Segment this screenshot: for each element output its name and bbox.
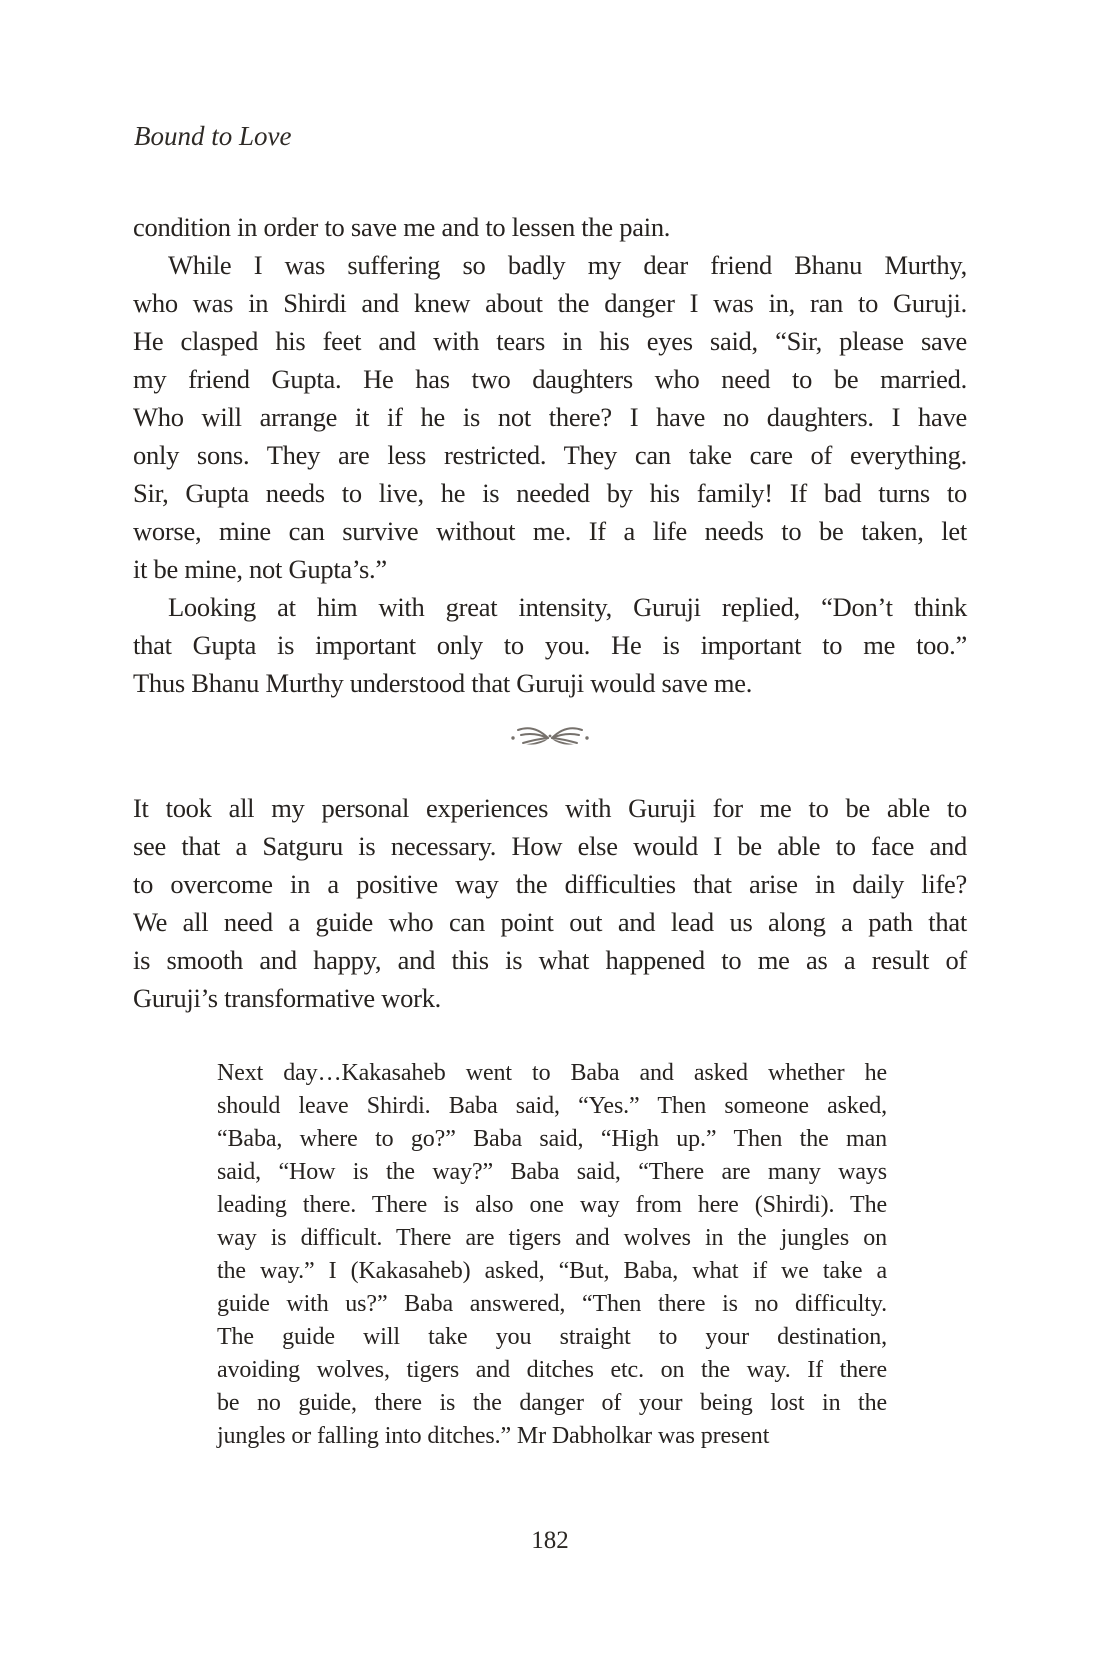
main-text-block <box>133 208 967 702</box>
paragraph-bhanu-murthy: While I was suffering so badly my dear friend Bhanu Murthy, who was in Shirdi and knew about the danger I was in, ran to Guruji. He clasped his feet and with tears in his eyes said, “Sir, please save my friend Gupta. He has two daughters who need to be married. Who will arrange it if he is not there? I have no daughters. I have only sons. They are less restricted. They can take care of everything. Sir, Gupta needs to live, he is needed by his family! If bad turns to worse, mine can survive without me. If a life needs to be taken, let it be mine, not Gupta’s.” <box>133 250 967 584</box>
paragraph-continuation: condition in order to save me and to lessen the pain. <box>133 212 671 242</box>
block-quote-kakasaheb: Next day…Kakasaheb went to Baba and asked whether he should leave Shirdi. Baba said, “Yes.” Then someone asked, “Baba, where to go?” Baba said, “High up.” Then the man said, “How is the way?” Baba said, “There are many ways leading there. There is also one way from here (Shirdi). The way is difficult. There are tigers and wolves in the jungles on the way.” I (Kakasaheb) asked, “But, Baba, what if we take a guide with us?” Baba answered, “Then there is no difficulty. The guide will take you straight to your destination, avoiding wolves, tigers and ditches etc. on the way. If there be no guide, there is the danger of your being lost in the jungles or falling into ditches.” Mr Dabholkar was present <box>217 1060 887 1449</box>
page-number: 182 <box>531 1527 569 1554</box>
paragraph-satguru: It took all my personal experiences with Guruji for me to be able to see that a Satguru is necessary. How else would I be able to face and to overcome in a positive way the difficulties that arise in daily life? We all need a guide who can point out and lead us along a path that is smooth and happy, and this is what happened to me as a result of Guruji’s transformative work. <box>133 793 967 1013</box>
running-header: Bound to Love <box>134 121 292 151</box>
fleuron-ornament-icon <box>508 722 592 752</box>
section-divider <box>133 722 967 757</box>
paragraph-guruji-reply: Looking at him with great intensity, Guruji replied, “Don’t think that Gupta is important only to you. He is important to me too.” Thus Bhanu Murthy understood that Guruji would save me. <box>133 592 967 698</box>
